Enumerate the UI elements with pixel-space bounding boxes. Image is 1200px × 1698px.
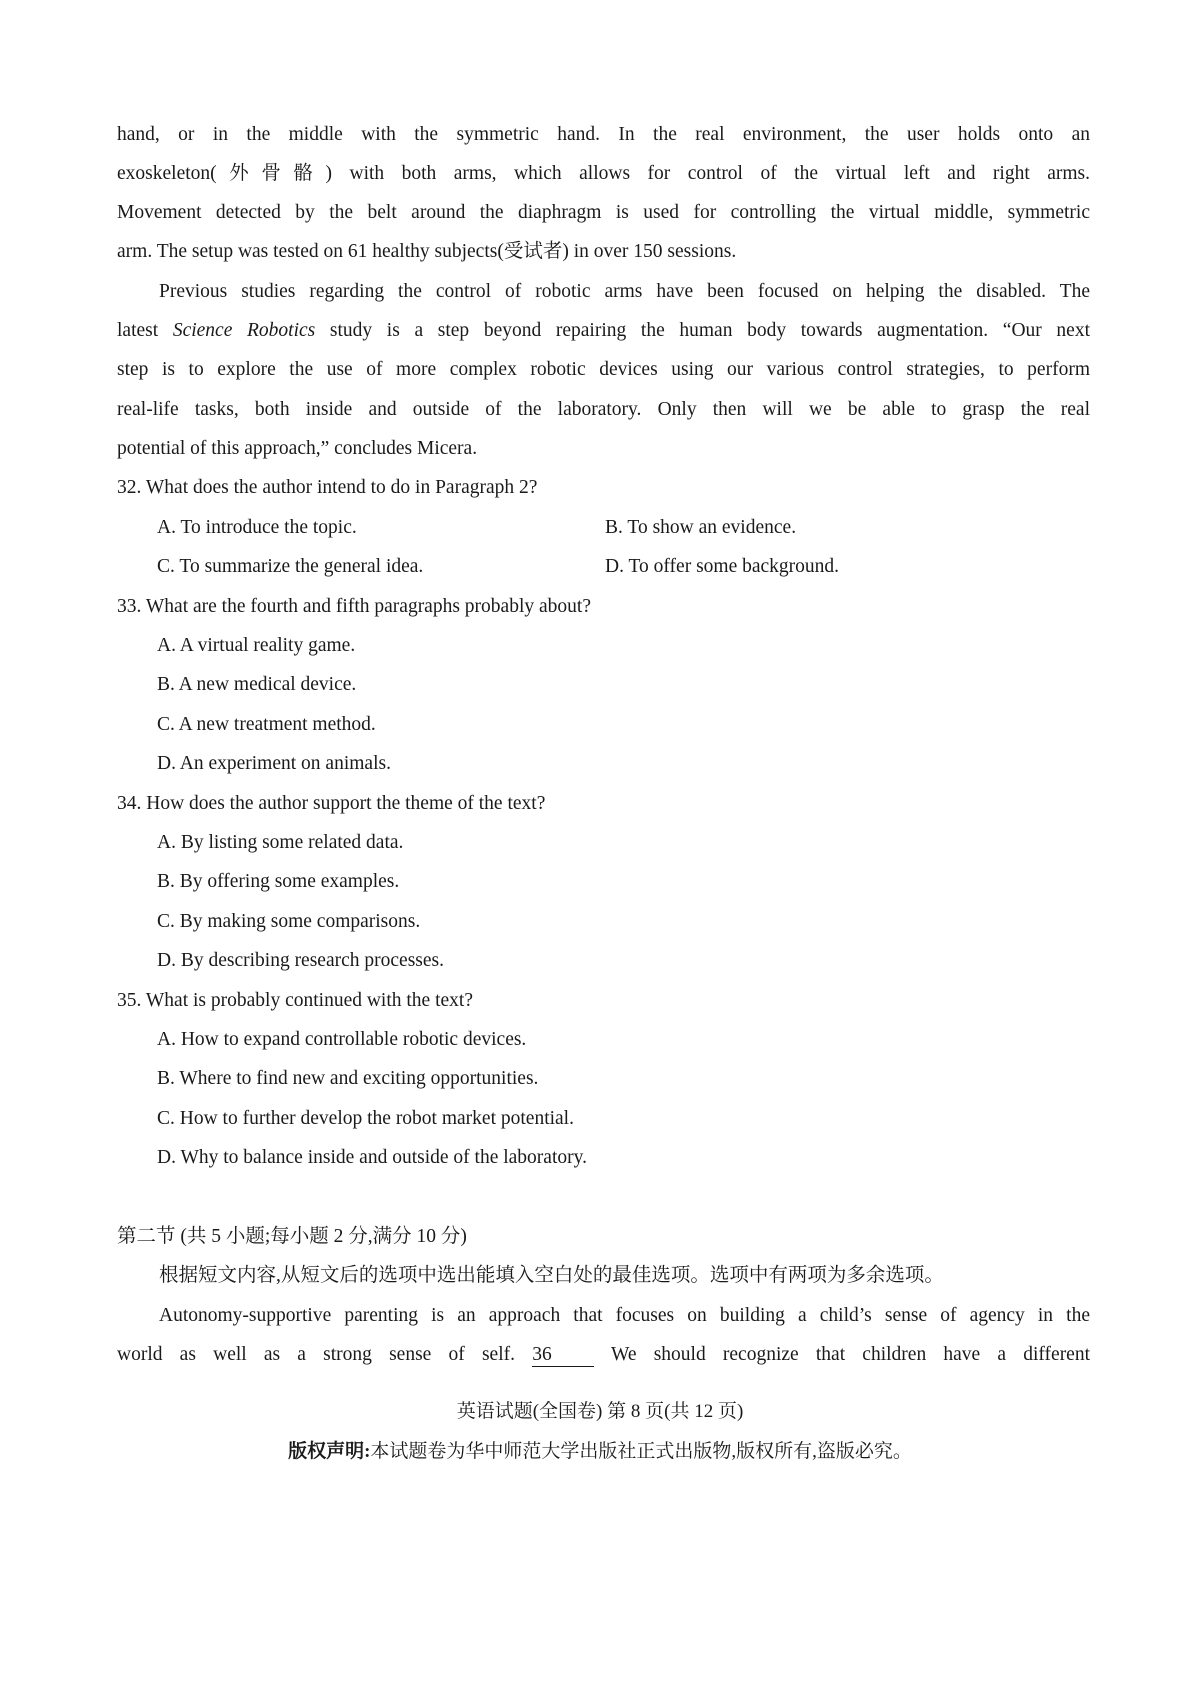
passage-line: arm. The setup was tested on 61 healthy subjects(受试者) in over 150 sessions. <box>117 241 737 262</box>
question-stem: 32. What does the author intend to do in Paragraph 2? <box>117 477 538 498</box>
copyright-notice <box>0 1439 1200 1465</box>
answer-option[interactable]: A. A virtual reality game. <box>157 635 356 656</box>
answer-option[interactable]: B. Where to find new and exciting opportunities. <box>157 1068 539 1089</box>
answer-option[interactable]: D. To offer some background. <box>605 556 840 577</box>
answer-option[interactable]: C. By making some comparisons. <box>157 911 421 932</box>
passage-line: real-life tasks, both inside and outside of the laboratory. Only then will we be able to grasp the real <box>117 399 1090 420</box>
passage-line <box>117 317 1090 345</box>
answer-option[interactable]: C. A new treatment method. <box>157 714 376 735</box>
question-stem: 35. What is probably continued with the text? <box>117 990 473 1011</box>
journal-title: Science Robotics <box>172 320 316 341</box>
answer-option[interactable]: D. Why to balance inside and outside of the laboratory. <box>157 1147 587 1168</box>
passage-line: potential of this approach,” concludes Micera. <box>117 438 478 459</box>
passage-line: step is to explore the use of more complex robotic devices using our various control strategies, to perform <box>117 359 1090 380</box>
passage-line: exoskeleton(外骨骼) with both arms, which allows for control of the virtual left and right arms. <box>117 163 1090 184</box>
answer-option[interactable]: B. To show an evidence. <box>605 517 797 538</box>
section-heading: 第二节 (共 5 小题;每小题 2 分,满分 10 分) <box>117 1226 467 1247</box>
answer-option[interactable]: D. An experiment on animals. <box>157 753 391 774</box>
passage-text: world as well as a strong sense of self. <box>117 1344 515 1365</box>
question-stem: 34. How does the author support the theme of the text? <box>117 793 546 814</box>
question-stem: 33. What are the fourth and fifth paragraphs probably about? <box>117 596 591 617</box>
page-footer: 英语试题(全国卷) 第 8 页(共 12 页) <box>456 1401 744 1422</box>
passage-line: hand, or in the middle with the symmetric hand. In the real environment, the user holds onto an <box>117 124 1090 145</box>
answer-option[interactable]: A. How to expand controllable robotic devices. <box>157 1029 527 1050</box>
answer-option[interactable]: C. How to further develop the robot market potential. <box>157 1108 574 1129</box>
passage-line: Movement detected by the belt around the diaphragm is used for controlling the virtual middle, symmetric <box>117 202 1090 223</box>
answer-option[interactable]: C. To summarize the general idea. <box>157 556 424 577</box>
copyright-text: 本试题卷为华中师范大学出版社正式出版物,版权所有,盗版必究。 <box>370 1441 912 1462</box>
passage-text: study is a step beyond repairing the human body towards augmentation. “Our next <box>315 320 1091 341</box>
answer-blank[interactable]: 36 <box>532 1344 594 1367</box>
passage-line: Autonomy-supportive parenting is an approach that focuses on building a child’s sense of agency in the <box>159 1305 1090 1326</box>
answer-option[interactable]: A. To introduce the topic. <box>157 517 357 538</box>
copyright-label: 版权声明: <box>288 1441 371 1462</box>
answer-option[interactable]: B. A new medical device. <box>157 674 357 695</box>
passage-text: We should recognize that children have a different <box>611 1344 1091 1365</box>
passage-text: latest <box>117 320 173 341</box>
passage-line: Previous studies regarding the control of robotic arms have been focused on helping the disabled. The <box>159 281 1090 302</box>
passage-line <box>117 1341 1090 1369</box>
answer-option[interactable]: A. By listing some related data. <box>157 832 404 853</box>
answer-option[interactable]: D. By describing research processes. <box>157 950 444 971</box>
section-instruction: 根据短文内容,从短文后的选项中选出能填入空白处的最佳选项。选项中有两项为多余选项。 <box>159 1265 944 1286</box>
answer-option[interactable]: B. By offering some examples. <box>157 871 400 892</box>
